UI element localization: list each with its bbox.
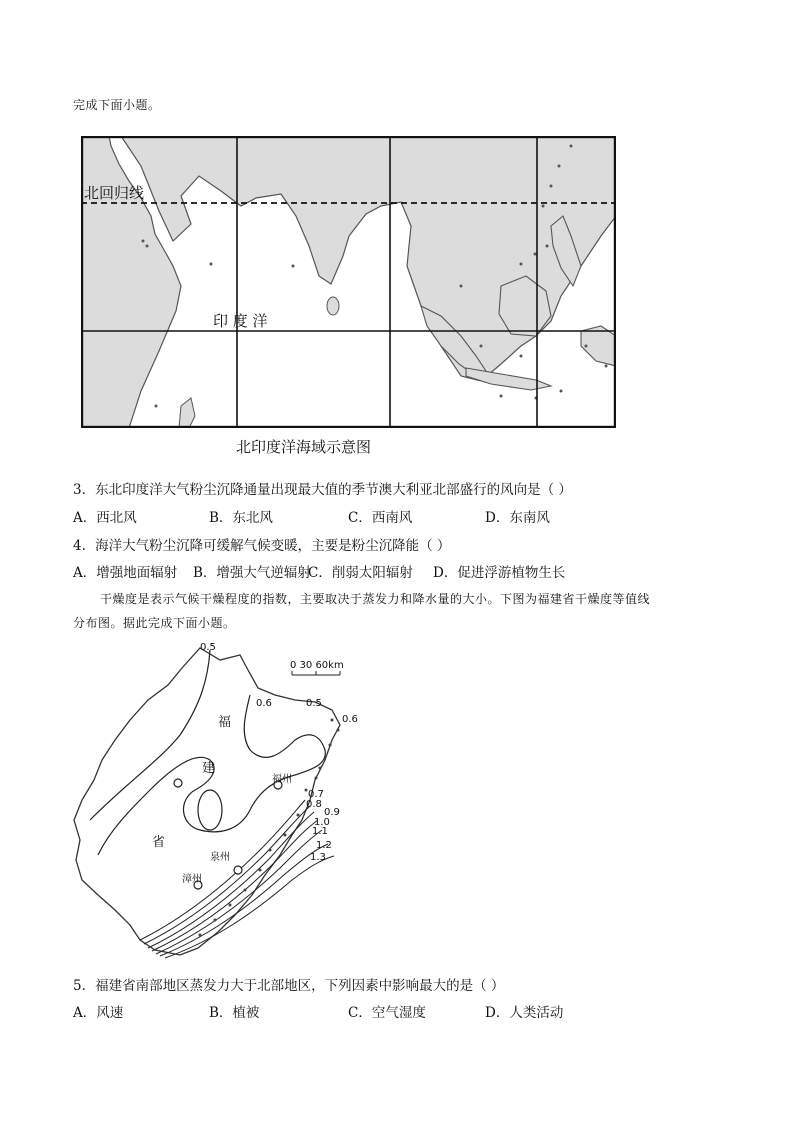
map1-svg <box>81 136 616 428</box>
q4-option-d[interactable]: D．促进浮游植物生长 <box>433 565 566 581</box>
fujian-outline <box>74 648 340 955</box>
province-char-fu: 福 <box>218 715 232 730</box>
lead-text-2-line2: 分布图。据此完成下面小题。 <box>73 616 236 630</box>
map2-svg <box>70 640 370 960</box>
q5-stem: 5．福建省南部地区蒸发力大于北部地区，下列因素中影响最大的是（ ） <box>73 978 505 994</box>
q3-option-c[interactable]: C．西南风 <box>348 510 413 526</box>
map1-caption: 北印度洋海域示意图 <box>236 438 372 456</box>
north-indian-ocean-map <box>81 136 616 428</box>
q3-option-a[interactable]: A．西北风 <box>73 510 137 526</box>
q4-option-c[interactable]: C．削弱太阳辐射 <box>308 565 413 581</box>
q3-option-b[interactable]: B．东北风 <box>209 510 273 526</box>
q5-option-b[interactable]: B．植被 <box>209 1005 260 1021</box>
scale-bar <box>292 671 340 675</box>
tropic-label: 北回归线 <box>84 184 145 202</box>
contour-label-0-8: 0.8 <box>306 799 322 810</box>
contour-label-0-6-mid: 0.6 <box>256 698 272 709</box>
contour-label-1-3: 1.3 <box>310 852 326 863</box>
contour-label-0-5-north: 0.5 <box>200 642 216 653</box>
q5-option-d[interactable]: D．人类活动 <box>485 1005 564 1021</box>
contour-label-0-7: 0.7 <box>308 789 324 800</box>
contour-label-1-0: 1.0 <box>314 817 330 828</box>
lead-text-2-line1: 干燥度是表示气候干燥程度的指数，主要取决于蒸发力和降水量的大小。下图为福建省干燥度等值线 <box>100 592 651 606</box>
contour-label-0-6-east: 0.6 <box>342 714 358 725</box>
land-sri-lanka <box>327 297 339 315</box>
province-char-sheng: 省 <box>152 835 166 850</box>
lead-text-1: 完成下面小题。 <box>73 98 161 112</box>
contour-label-0-5-east: 0.5 <box>306 698 322 709</box>
q5-option-a[interactable]: A．风速 <box>73 1005 124 1021</box>
city-fuzhou: 福州 <box>272 774 292 785</box>
city-quanzhou: 泉州 <box>210 852 230 863</box>
quanzhou-marker <box>234 866 242 874</box>
q5-option-c[interactable]: C．空气湿度 <box>348 1005 426 1021</box>
fujian-dryness-map <box>70 640 370 960</box>
scale-label: 0 30 60km <box>290 660 344 671</box>
q4-stem: 4．海洋大气粉尘沉降可缓解气候变暖，主要是粉尘沉降能（ ） <box>73 538 451 554</box>
q3-stem: 3．东北印度洋大气粉尘沉降通量出现最大值的季节澳大利亚北部盛行的风向是（ ） <box>73 482 572 498</box>
closed-contour-point <box>174 779 182 787</box>
ocean-label: 印 度 洋 <box>213 312 268 330</box>
q3-option-d[interactable]: D．东南风 <box>485 510 550 526</box>
contour-label-0-9: 0.9 <box>324 807 340 818</box>
province-char-jian: 建 <box>202 761 216 776</box>
q4-option-a[interactable]: A．增强地面辐射 <box>73 565 178 581</box>
city-zhangzhou: 漳州 <box>182 874 202 885</box>
q4-option-b[interactable]: B．增强大气逆辐射 <box>193 565 311 581</box>
contour-label-1-2: 1.2 <box>316 840 332 851</box>
contour-label-1-1: 1.1 <box>312 826 328 837</box>
